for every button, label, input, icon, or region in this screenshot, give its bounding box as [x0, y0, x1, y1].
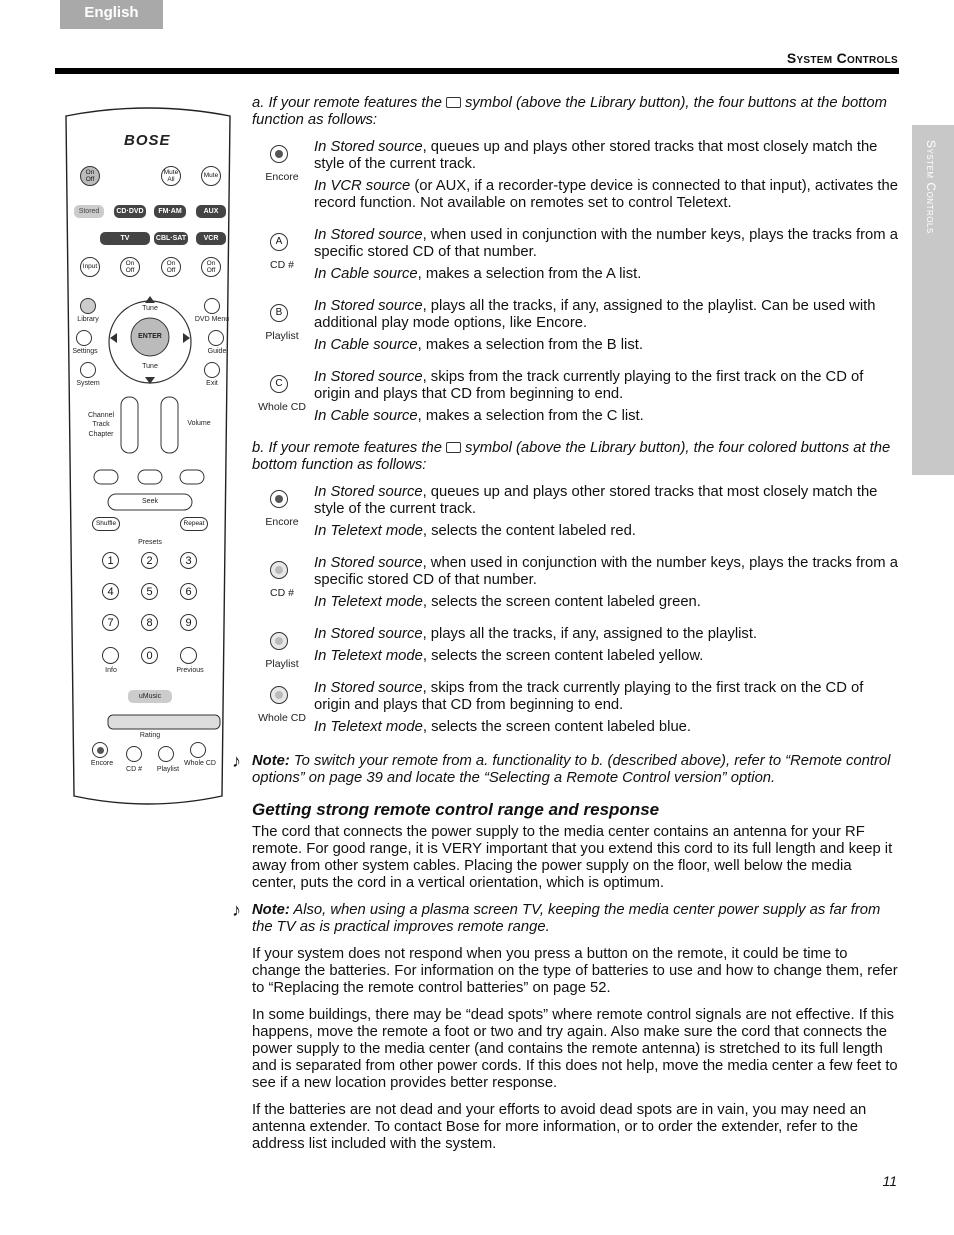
description-line: In Cable source, makes a selection from the B list. [314, 337, 643, 353]
remote-shuffle-button: Shuffle [92, 517, 120, 531]
paragraph-extender: If the batteries are not dead and your efforts to avoid dead spots are in vain, you may need an antenna extender. To contact Bose for more information, or to order the extender, refer to the address list included with the system. [252, 1102, 867, 1152]
remote-on-off-button: On Off [80, 166, 100, 186]
remote-key-5: 5 [141, 583, 158, 600]
remote-tune-down-label: Tune [142, 363, 158, 370]
section_b-item [252, 680, 898, 741]
button-icon [252, 484, 314, 545]
remote-previous-key [180, 647, 197, 664]
antenna-symbol-icon [446, 97, 461, 108]
button-icon: A CD # [252, 227, 314, 288]
remote-whole-cd-label: Whole CD [184, 760, 216, 767]
remote-encore-button [92, 742, 108, 758]
section-heading: Getting strong remote control range and response [252, 800, 660, 819]
remote-rating-label: Rating [139, 732, 161, 739]
section_a-item [252, 369, 898, 430]
section_a-item [252, 227, 898, 288]
button-icon [252, 139, 314, 217]
description-line: In Stored source, queues up and plays other stored tracks that most closely match the style of the current track. [314, 139, 878, 172]
section_b-item [252, 555, 898, 616]
description-line: In Teletext mode, selects the screen content labeled yellow. [314, 648, 704, 664]
button-icon: C Whole CD [252, 369, 314, 430]
remote-key-0: 0 [141, 647, 158, 664]
section-a-list [252, 139, 898, 430]
remote-whole-cd-button [190, 742, 206, 758]
page-number: 11 [882, 1173, 897, 1189]
paragraph-batteries: If your system does not respond when you press a button on the remote, it could be time to change the batteries. For information on the type of batteries to use and how to change them, refer to “Replacing the remote control batteries” on page 52. [252, 946, 898, 996]
button-icon [252, 626, 314, 670]
remote-dvd-menu-label: DVD Menu [194, 316, 230, 323]
description-line: In Stored source, skips from the track currently playing to the first track on the CD of origin and plays that CD from beginning to end. [314, 369, 864, 402]
remote-info-label: Info [105, 667, 117, 674]
remote-volume-label: Volume [187, 420, 211, 427]
remote-tv-button: TV [100, 232, 150, 245]
remote-tune-up-label: Tune [142, 305, 158, 312]
remote-system-button [80, 362, 96, 378]
remote-cd-number-label: CD # [126, 766, 142, 773]
remote-channel-label: Channel Track Chapter [87, 412, 115, 438]
section_a-item [252, 298, 898, 359]
remote-key-4: 4 [102, 583, 119, 600]
description-line: In Stored source, plays all the tracks, if any, assigned to the playlist. [314, 626, 758, 642]
side-tab-label: System Controls [924, 140, 938, 234]
remote-playlist-button [158, 746, 174, 762]
section_b-item [252, 484, 898, 545]
remote-guide-label: Guide [207, 348, 227, 355]
remote-key-9: 9 [180, 614, 197, 631]
remote-fm-am-button: FM·AM [154, 205, 186, 218]
section_b-item [252, 626, 898, 670]
section_a-item [252, 139, 898, 217]
remote-library-button [80, 298, 96, 314]
remote-system-label: System [76, 380, 100, 387]
description-line: In Stored source, when used in conjunction with the number keys, plays the tracks from a specific stored CD of that number. [314, 555, 898, 588]
note-plasma: ♪ Note: Also, when using a plasma screen TV, keeping the media center power supply as far from the TV as is practical improves remote range. [232, 900, 881, 935]
section-a-intro: a. If your remote features the symbol (above the Library button), the four buttons at the bottom function as follows: [252, 95, 887, 128]
description-line: In Stored source, plays all the tracks, if any, assigned to the playlist. Can be used with additional play mode options, like Encore. [314, 298, 876, 331]
remote-exit-label: Exit [206, 380, 218, 387]
description-line: In Stored source, skips from the track currently playing to the first track on the CD of origin and plays that CD from beginning to end. [314, 680, 864, 713]
button-icon [252, 680, 314, 741]
remote-brand: BOSE [124, 132, 171, 149]
remote-mute-button: Mute [201, 166, 221, 186]
button-label: Encore [265, 516, 299, 528]
language-tab[interactable]: English [60, 0, 163, 29]
note-icon: ♪ [232, 900, 241, 920]
description-line: In Stored source, when used in conjunction with the number keys, plays the tracks from a specific stored CD of that number. [314, 227, 898, 260]
remote-stored-button: Stored [74, 205, 104, 218]
remote-dvd-menu-button [204, 298, 220, 314]
remote-input-button: Input [80, 257, 100, 277]
remote-illustration [62, 106, 234, 806]
button-label: Encore [265, 171, 299, 183]
remote-info-key [102, 647, 119, 664]
section-b-intro: b. If your remote features the symbol (above the Library button), the four colored buttons at the bottom function as follows: [252, 440, 891, 473]
description-line: In VCR source (or AUX, if a recorder-type device is connected to that input), activates the record function. Not available on remotes set to control Teletext. [314, 178, 898, 211]
remote-umusic-button: uMusic [128, 690, 172, 703]
remote-onoff-3: On Off [201, 257, 221, 277]
description-line: In Cable source, makes a selection from the C list. [314, 408, 644, 424]
section-b-list [252, 484, 898, 741]
button-label: CD # [270, 587, 294, 599]
button-label: Playlist [265, 330, 299, 342]
remote-presets-label: Presets [138, 539, 162, 546]
note-icon: ♪ [232, 751, 241, 771]
remote-settings-button [76, 330, 92, 346]
remote-repeat-button: Repeat [180, 517, 208, 531]
remote-onoff-2: On Off [161, 257, 181, 277]
remote-playlist-label: Playlist [156, 766, 180, 773]
note-remote-version: ♪ Note: To switch your remote from a. functionality to b. (described above), refer to “Remote control options” on page 39 and locate the “Selecting a Remote Control version” option. [232, 751, 891, 786]
remote-enter-button: ENTER [138, 333, 162, 340]
description-line: In Stored source, queues up and plays other stored tracks that most closely match the style of the current track. [314, 484, 878, 517]
section-title: System Controls [786, 50, 898, 66]
remote-mute-all-button: Mute All [161, 166, 181, 186]
button-label: CD # [270, 259, 294, 271]
remote-key-3: 3 [180, 552, 197, 569]
paragraph-dead-spots: In some buildings, there may be “dead spots” where remote control signals are not effective. If this happens, move the remote a foot or two and try again. Also make sure the cord that connects the power supply to the media center (and contains the remote antenna) is stretched to its full length and is separated from other power cords. If this does not help, move the media center a few feet to see if a new location provides better response. [252, 1007, 898, 1091]
remote-key-2: 2 [141, 552, 158, 569]
remote-aux-button: AUX [196, 205, 226, 218]
button-label: Whole CD [258, 401, 306, 413]
remote-guide-button [208, 330, 224, 346]
main-content [232, 95, 898, 1163]
remote-key-7: 7 [102, 614, 119, 631]
button-label: Playlist [265, 658, 299, 670]
remote-settings-label: Settings [72, 348, 98, 355]
remote-vcr-button: VCR [196, 232, 226, 245]
remote-encore-label: Encore [90, 760, 114, 767]
remote-key-6: 6 [180, 583, 197, 600]
button-icon [252, 555, 314, 616]
remote-cd-number-button [126, 746, 142, 762]
remote-key-1: 1 [102, 552, 119, 569]
button-label: Whole CD [258, 712, 306, 724]
description-line: In Teletext mode, selects the screen content labeled green. [314, 594, 701, 610]
remote-onoff-1: On Off [120, 257, 140, 277]
teletext-symbol-icon [446, 442, 461, 453]
side-tab [912, 125, 954, 475]
remote-library-label: Library [77, 316, 99, 323]
remote-previous-label: Previous [176, 667, 204, 674]
remote-exit-button [204, 362, 220, 378]
description-line: In Teletext mode, selects the content labeled red. [314, 523, 636, 539]
paragraph-antenna: The cord that connects the power supply to the media center contains an antenna for your RF remote. For good range, it is VERY important that you extend this cord to its full length and keep it away from other system cables. Placing the power supply on the floor, well below the media center, puts the cord in a vertical orientation, which is optimum. [252, 824, 893, 891]
description-line: In Teletext mode, selects the screen content labeled blue. [314, 719, 692, 735]
button-icon: B Playlist [252, 298, 314, 359]
remote-cd-dvd-button: CD·DVD [114, 205, 146, 218]
description-line: In Cable source, makes a selection from the A list. [314, 266, 642, 282]
remote-seek-label: Seek [142, 498, 158, 505]
remote-key-8: 8 [141, 614, 158, 631]
header-rule [55, 68, 899, 74]
remote-cbl-sat-button: CBL·SAT [154, 232, 188, 245]
